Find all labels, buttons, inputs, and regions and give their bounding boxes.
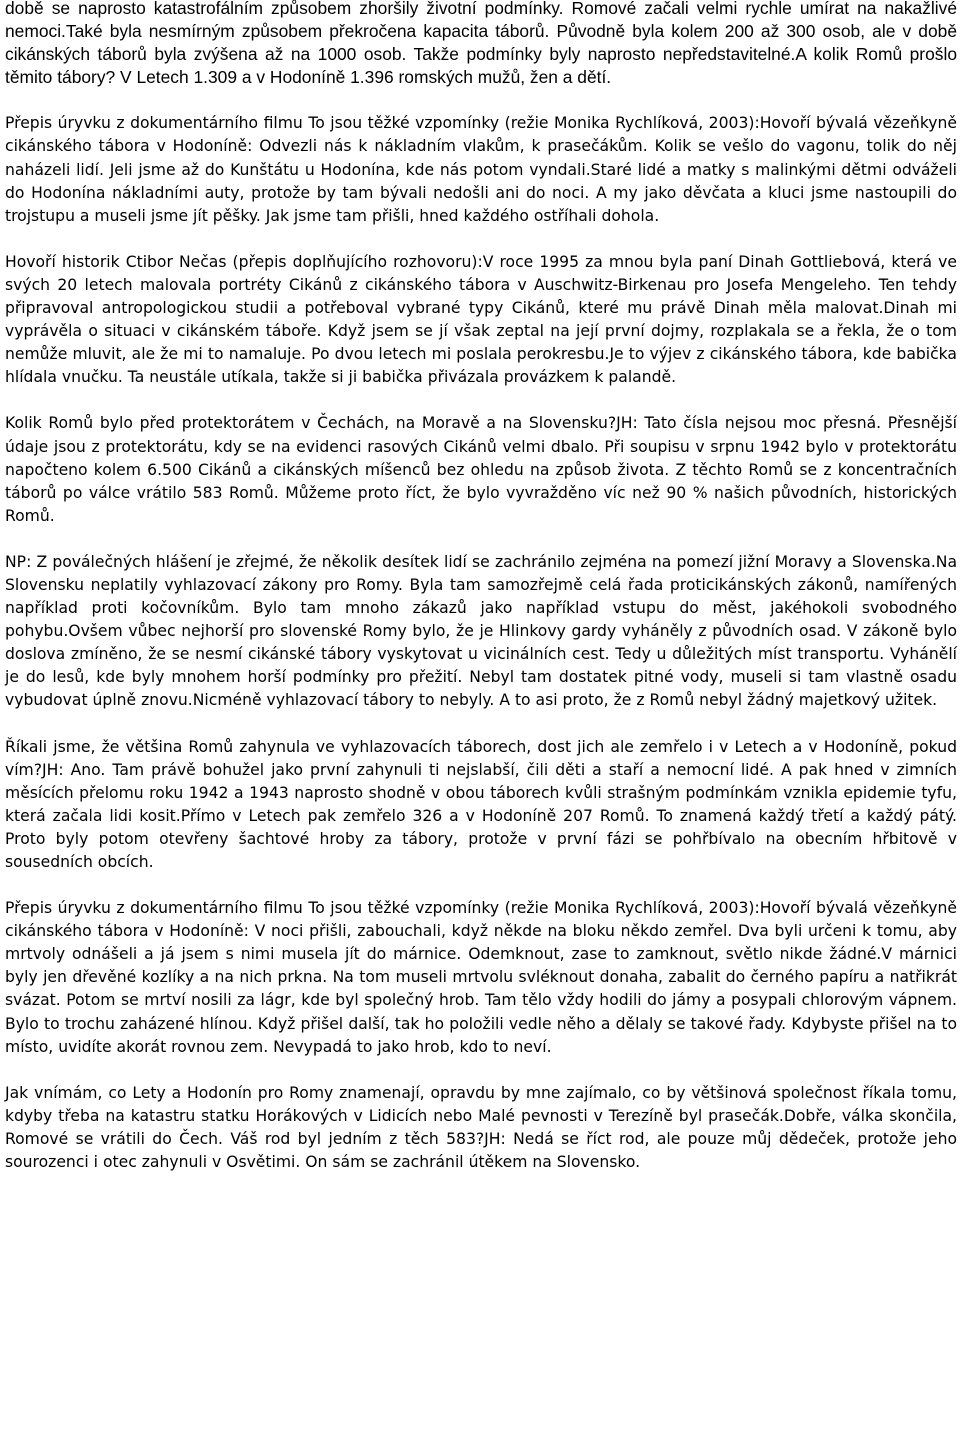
paragraph-question-protectorate: Kolik Romů bylo před protektorátem v Čechách, na Moravě a na Slovensku?JH: Tato čísla nejsou moc přesná. Přesnější údaje jsou z protektorátu, kdy se na evidenci rasových Cikánů velmi dbalo. Při soupisu v srpnu 1942 bylo v protektorátu napočteno kolem 6.500 Cikánů a cikánských míšenců bez ohledu na způsob života. Z těchto Romů se z koncentračních táborů po válce vrátilo 583 Romů. Můžeme proto říct, že bylo vyvražděno víc než 90 % našich původních, historických Romů. — [5, 414, 957, 525]
paragraph-transcript-2: Přepis úryvku z dokumentárního filmu To jsou těžké vzpomínky (režie Monika Rychlíková, 2003):Hovoří bývalá vězeňkyně cikánského tábora v Hodoníně: V noci přišli, zabouchali, když někde na bloku někdo zemřel. Dva byli určeni k tomu, aby mrtvoly odnášeli a já jsem s nimi musela jít do márnice. Odemknout, zase to zamknout, světlo nikde žádné.V márnici byly jen dřevěné kozlíky a na nich prkna. Na tom museli mrtvolu svléknout donaha, zabalit do černého papíru a natřikrát svázat. Potom se mrtví nosili za lágr, kde byl společný hrob. Tam tělo vždy hodili do jámy a posypali chlorovým vápnem. Bylo to trochu zaházené hlínou. Když přišel další, tak ho položili vedle něho a dělaly se takové řady. Kdybyste přišel na to místo, uvidíte akorát rovnou zem. Nevypadá to jako hrob, kdo to neví. — [5, 899, 957, 1056]
paragraph-typhus: Říkali jsme, že většina Romů zahynula ve vyhlazovacích táborech, dost jich ale zemřelo i v Letech a v Hodoníně, pokud vím?JH: Ano. Tam právě bohužel jako první zahynuli ti nejslabší, čili děti a staří a nemocní lidé. A pak hned v zimních měsících přelomu roku 1942 a 1943 naprosto shodně v obou táborech kvůli strašným podmínkám vznikla epidemie tyfu, která začala lidi kosit.Přímo v Letech pak zemřelo 326 a v Hodoníně 207 Romů. To znamená každý třetí a každý pátý. Proto byly potom otevřeny šachtové hroby za tábory, protože v první fázi se pohřbívalo na obecním hřbitově v sousedních obcích. — [5, 737, 957, 871]
document-page — [5, 0, 957, 1174]
paragraph-closing: Jak vnímám, co Lety a Hodonín pro Romy znamenají, opravdu by mne zajímalo, co by většinová společnost říkala tomu, kdyby třeba na katastru statku Horákových v Lidicích nebo Malé pevnosti v Terezíně byl prasečák.Dobře, válka skončila, Romové se vrátili do Čech. Váš rod byl jedním z těch 583?JH: Nedá se říct rod, ale pouze můj dědeček, protože jeho sourozenci i otec zahynuli v Osvětimi. On sám se zachránil útěkem na Slovensko. — [5, 1083, 957, 1172]
paragraph-historian: Hovoří historik Ctibor Nečas (přepis doplňujícího rozhovoru):V roce 1995 za mnou byla paní Dinah Gottliebová, která ve svých 20 letech malovala portréty Cikánů z cikánského tábora v Auschwitz-Birkenau pro Josefa Mengeleho. Ten tehdy připravoval antropologickou studii a potřeboval vybrané typy Cikánů, které mu právě Dinah měla malovat.Dinah mi vyprávěla o situaci v cikánském táboře. Když jsem se jí však zeptal na její první dojmy, rozplakala se a řekla, že o tom nemůže mluvit, ale že mi to namaluje. Po dvou letech mi poslala perokresbu.Je to výjev z cikánského tábora, kde babička hlídala vnučku. Ta neustále utíkala, takže si ji babička přivázala provázkem k palandě. — [5, 252, 957, 387]
paragraph-transcript-1: Přepis úryvku z dokumentárního filmu To jsou těžké vzpomínky (režie Monika Rychlíková, 2003):Hovoří bývalá vězeňkyně cikánského tábora v Hodoníně: Odvezli nás k nákladním vlakům, k prasečákům. Kolik se vešlo do vagonu, tolik do něj naházeli lidí. Jeli jsme až do Kunštátu u Hodonína, kde nás potom vyndali.Staré lidé a matky s malinkými dětmi odváželi do Hodonína nákladními auty, protože by tam bývali nedošli ani do noci. A my jako děvčata a kluci jsme nastoupili do trojstupu a museli jsme jít pěšky. Jak jsme tam přišli, hned každého ostříhali dohola. — [5, 114, 957, 225]
paragraph-intro: době se naprosto katastrofálním způsobem zhoršily životní podmínky. Romové začali velmi rychle umírat na nakažlivé nemoci.Také byla nesmírným způsobem překročena kapacita táborů. Původně byla kolem 200 až 300 osob, ale v době cikánských táborů byla zvýšena až na 1000 osob. Takže podmínky byly naprosto nepředstavitelné.A kolik Romů prošlo těmito tábory? V Letech 1.309 a v Hodoníně 1.396 romských mužů, žen a dětí. — [5, 0, 957, 88]
paragraph-np-slovakia: NP: Z poválečných hlášení je zřejmé, že několik desítek lidí se zachránilo zejména na pomezí jižní Moravy a Slovenska.Na Slovensku neplatily vyhlazovací zákony pro Romy. Byla tam samozřejmě celá řada proticikánských zákonů, namířených například proti kočovníkům. Bylo tam mnoho zákazů jako například vstupu do měst, jakéhokoli svobodného pohybu.Ovšem vůbec nejhorší pro slovenské Romy bylo, že je Hlinkovy gardy vyháněly z původních osad. V zákoně bylo doslova zmíněno, že se nesmí cikánské tábory vyskytovat u vicinálních cest. Tedy u důležitých míst transportu. Vyhánělí je do lesů, kde byly mnohem horší podmínky pro přežití. Nebyl tam dostatek pitné vody, museli si tam vlastně osadu vybudovat úplně znovu.Nicméně vyhlazovací tábory to nebyly. A to asi proto, že z Romů nebyl žádný majetkový užitek. — [5, 552, 957, 710]
